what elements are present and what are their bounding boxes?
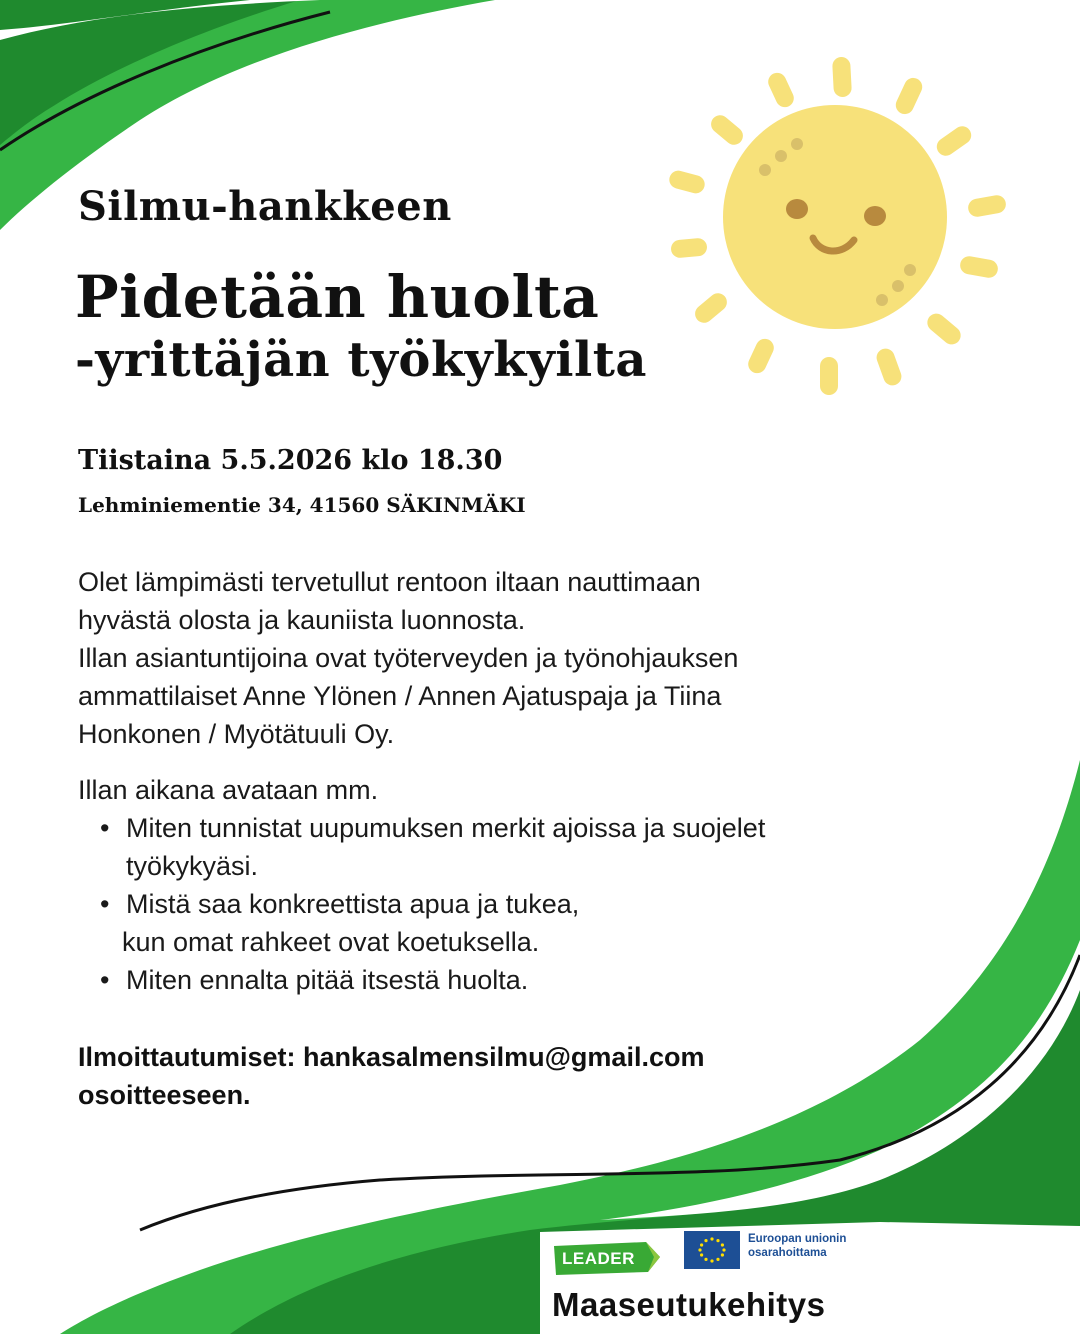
leader-label: LEADER — [562, 1249, 635, 1268]
list-item-text: kun omat rahkeet ovat koetuksella. — [122, 927, 540, 957]
sun-ray — [924, 310, 965, 348]
event-title-line1: Pidetään huolta — [75, 263, 600, 331]
list-item — [78, 809, 838, 885]
project-subtitle: Silmu-hankkeen — [78, 183, 452, 230]
sun-eye-right — [864, 206, 886, 226]
sun-ray — [670, 237, 707, 258]
list-item-text: Miten ennalta pitää itsestä huolta. — [126, 965, 529, 995]
topics-lead: Illan aikana avataan mm. — [78, 775, 379, 805]
sun-ray — [967, 194, 1008, 218]
sun-ray — [874, 346, 904, 388]
sun-ray — [820, 357, 838, 395]
topics-list — [78, 809, 838, 999]
eu-funding-text — [748, 1232, 846, 1260]
eu-line: osarahoittama — [748, 1247, 827, 1259]
sun-ray — [933, 123, 974, 160]
event-title-line2: -yrittäjän työkykyilta — [75, 332, 647, 388]
sun-eye-left — [786, 199, 808, 219]
event-description — [78, 563, 838, 999]
eu-line: Euroopan unionin — [748, 1233, 847, 1245]
list-item-text: Miten tunnistat uupumuksen merkit ajoissa ja suojelet — [126, 813, 766, 843]
sun-ray — [959, 255, 1000, 279]
list-item-text: Mistä saa konkreettista apua ja tukea, — [126, 889, 580, 919]
intro-line: Honkonen / Myötätuuli Oy. — [78, 719, 395, 749]
intro-line: Illan asiantuntijoina ovat työterveyden ja työnohjauksen — [78, 643, 739, 673]
bullet-icon: • — [100, 889, 110, 919]
footer-logos — [552, 1228, 912, 1328]
event-date: Tiistaina 5.5.2026 klo 18.30 — [78, 445, 503, 476]
list-item — [78, 961, 838, 999]
intro-line: Olet lämpimästi tervetullut rentoon iltaan nauttimaan — [78, 567, 701, 597]
intro-paragraph — [78, 563, 838, 753]
sun-ray — [745, 336, 777, 376]
leader-logo — [554, 1242, 658, 1276]
sun-illustration — [660, 52, 1020, 402]
signup-line: osoitteeseen. — [78, 1080, 251, 1110]
maaseutukehitys-logo: Maaseutukehitys — [552, 1286, 826, 1323]
eu-flag-icon — [684, 1231, 740, 1269]
sun-ray — [893, 75, 925, 117]
bullet-icon: • — [100, 965, 110, 995]
sun-ray — [691, 290, 730, 327]
intro-line: ammattilaiset Anne Ylönen / Annen Ajatuspaja ja Tiina — [78, 681, 722, 711]
sun-ray — [832, 57, 852, 98]
sun-ray — [667, 169, 706, 196]
sun-ray — [707, 112, 746, 149]
event-title — [75, 263, 647, 388]
signup-info — [78, 1038, 838, 1114]
list-item — [78, 885, 838, 961]
signup-line: Ilmoittautumiset: hankasalmensilmu@gmail.com — [78, 1042, 705, 1072]
bullet-icon: • — [100, 813, 110, 843]
event-address: Lehminiementie 34, 41560 SÄKINMÄKI — [78, 493, 526, 517]
intro-line: hyvästä olosta ja kauniista luonnosta. — [78, 605, 526, 635]
sun-ray — [765, 70, 797, 110]
list-item-text: työkykyäsi. — [126, 851, 259, 881]
sun-body — [723, 105, 947, 329]
